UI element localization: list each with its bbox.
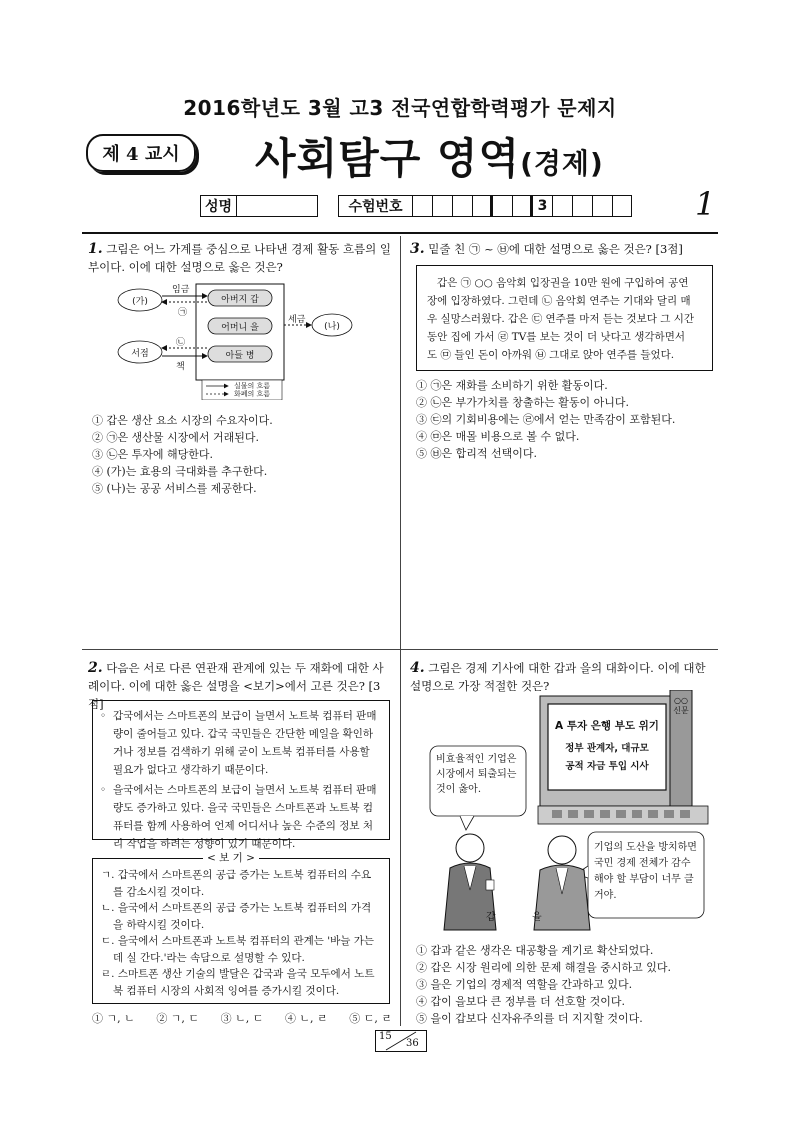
subject-sub: (경제) — [520, 147, 604, 180]
subject-title — [255, 126, 604, 186]
exam-no-cell[interactable] — [612, 195, 632, 217]
bogi-item: ㄷ. 을국에서 스마트폰과 노트북 컴퓨터의 관계는 '바늘 가는 데 실 간다.'라는 속담으로 설명할 수 있다. — [101, 935, 375, 964]
name-label: 성명 — [200, 195, 236, 217]
option[interactable]: ③ ㉢의 기회비용에는 ㉣에서 얻는 만족감이 포함된다. — [416, 413, 676, 426]
option[interactable]: ④ 갑이 을보다 큰 정부를 더 선호할 것이다. — [416, 995, 625, 1008]
diagram-label-tax: 세금 — [288, 315, 306, 325]
question-stem: 밑줄 친 ㉠ ~ ㉥에 대한 설명으로 옳은 것은? [3점] — [428, 242, 683, 256]
option[interactable]: ④ ㉤은 매몰 비용으로 볼 수 없다. — [416, 430, 580, 443]
footer-total: 36 — [406, 1038, 419, 1049]
diagram-node-mother: 어머니 을 — [221, 323, 259, 333]
exam-no-cell[interactable] — [552, 195, 572, 217]
diagram-node-na: (나) — [324, 322, 340, 332]
question-number: 3. — [410, 241, 425, 257]
speech-bubble-eul: 기업의 도산을 방치하면 국민 경제 전체가 감수해야 할 부담이 너무 클 거야. — [594, 842, 697, 901]
q4-cartoon — [420, 690, 716, 942]
question-number: 4. — [410, 660, 425, 676]
option[interactable]: ⑤ (나)는 공공 서비스를 제공한다. — [92, 482, 257, 495]
option[interactable]: ⑤ ㄷ, ㄹ — [349, 1012, 392, 1025]
exam-no-cell-fixed: 3 — [532, 195, 552, 217]
option[interactable]: ② 갑은 시장 원리에 의한 문제 해결을 중시하고 있다. — [416, 961, 671, 974]
speech-bubble-gap: 비효율적인 기업은 시장에서 퇴출되는 것이 옳아. — [436, 754, 517, 795]
option[interactable]: ② ㉡은 부가가치를 창출하는 활동이 아니다. — [416, 396, 629, 409]
exam-no-cell[interactable] — [512, 195, 532, 217]
question-number: 2. — [88, 660, 103, 676]
exam-no-cell[interactable] — [592, 195, 612, 217]
option[interactable]: ② ㄱ, ㄷ — [156, 1012, 200, 1025]
q1-options — [92, 412, 392, 497]
period-badge: 제 4 교시 — [86, 134, 196, 172]
column-divider — [400, 236, 401, 1026]
case-b: ◦ 을국에서는 스마트폰의 보급이 늘면서 노트북 컴퓨터 판매량도 증가하고 있다. 을국 국민들은 스마트폰과 노트북 컴퓨터를 함께 사용하여 언제 어디서나 높은 수준의 정보 처리 작업을 하려는 성향이 있기 때문이다. — [100, 784, 377, 850]
question-1 — [88, 240, 393, 276]
bogi-item: ㄹ. 스마트폰 생산 기술의 발달은 갑국과 을국 모두에서 노트북 컴퓨터 시장의 사회적 잉여를 증가시킬 것이다. — [101, 968, 375, 997]
case-a: ◦ 갑국에서는 스마트폰의 보급이 늘면서 노트북 컴퓨터 판매량이 줄어들고 있다. 갑국 국민들은 간단한 메일을 확인하거나 정보를 검색하기 위해 굳이 노트북 컴퓨터를 사용할 필요가 없다고 생각하기 때문이다. — [100, 710, 377, 776]
option[interactable]: ① 갑은 생산 요소 시장의 수요자이다. — [92, 414, 273, 427]
name-field[interactable] — [236, 195, 318, 217]
option[interactable]: ⑤ 을이 갑보다 신자유주의를 더 지지할 것이다. — [416, 1012, 643, 1025]
bogi-item: ㄱ. 갑국에서 스마트폰의 공급 증가는 노트북 컴퓨터의 수요를 감소시킬 것이다. — [101, 869, 372, 898]
tv-line-3: 공적 자금 투입 시사 — [565, 761, 649, 772]
tv-brand: ○○신문 — [673, 696, 689, 715]
diagram-node-ga: (가) — [132, 297, 148, 307]
diagram-label-mark-a: ㉠ — [178, 308, 188, 318]
label-eul: 을 — [532, 912, 542, 923]
bogi-item: ㄴ. 을국에서 스마트폰의 공급 증가는 노트북 컴퓨터의 가격을 하락시킬 것이다. — [101, 902, 372, 931]
exam-no-label: 수험번호 — [338, 195, 412, 217]
tv-headline: A 투자 은행 부도 위기 — [555, 720, 659, 732]
passage-line: 장에 입장하였다. 그런데 ㉡ 음악회 연주는 기대와 달리 매 — [427, 295, 691, 307]
passage-line: 갑은 ㉠ ○○ 음악회 입장권을 10만 원에 구입하여 공연 — [437, 277, 689, 289]
option[interactable]: ④ (가)는 효용의 극대화를 추구한다. — [92, 465, 268, 478]
legend-money: 화폐의 흐름 — [234, 390, 271, 398]
q3-passage — [416, 265, 713, 371]
option[interactable]: ④ ㄴ, ㄹ — [284, 1012, 328, 1025]
q2-bogi — [92, 852, 390, 1004]
q3-options — [416, 377, 716, 462]
header-rule — [82, 232, 718, 234]
exam-no-cell[interactable] — [472, 195, 492, 217]
option[interactable]: ① 갑과 같은 생각은 대공황을 계기로 확산되었다. — [416, 944, 654, 957]
passage-line: 도 ㉤ 들인 돈이 아까워 ㉥ 그대로 앉아 연주를 들었다. — [427, 349, 675, 361]
footer-page-indicator — [375, 1030, 427, 1052]
option[interactable]: ③ ㄴ, ㄷ — [220, 1012, 264, 1025]
bogi-title: < 보 기 > — [203, 850, 259, 867]
page-number: 1 — [695, 185, 716, 223]
exam-no-cell[interactable] — [432, 195, 452, 217]
question-number: 1. — [88, 241, 103, 257]
legend-real: 실물의 흐름 — [234, 382, 271, 390]
q1-flow-diagram — [110, 278, 380, 400]
passage-line: 우 실망스러웠다. 갑은 ㉢ 연주를 마저 듣는 것보다 그 시간 — [427, 313, 695, 325]
student-info-row — [200, 195, 632, 219]
exam-no-cell[interactable] — [492, 195, 512, 217]
option[interactable]: ③ ㉡은 투자에 해당한다. — [92, 448, 213, 461]
diagram-node-bookstore: 서점 — [131, 349, 149, 359]
question-stem: 그림은 어느 가계를 중심으로 나타낸 경제 활동 흐름의 일부이다. 이에 대한 설명으로 옳은 것은? — [88, 242, 392, 274]
option[interactable]: ⑤ ㉥은 합리적 선택이다. — [416, 447, 537, 460]
diagram-label-wage: 임금 — [172, 285, 190, 295]
diagram-label-mark-b: ㉡ — [176, 338, 186, 348]
exam-title: 2016학년도 3월 고3 전국연합학력평가 문제지 — [183, 96, 617, 120]
diagram-node-son: 아들 병 — [225, 351, 255, 361]
option[interactable]: ③ 을은 기업의 경제적 역할을 간과하고 있다. — [416, 978, 633, 991]
option[interactable]: ① ㉠은 재화를 소비하기 위한 활동이다. — [416, 379, 608, 392]
footer-page: 15 — [379, 1031, 392, 1042]
q4-options — [416, 942, 716, 1027]
q2-cases — [92, 700, 390, 850]
q2-options — [92, 1010, 392, 1027]
option[interactable]: ① ㄱ, ㄴ — [92, 1012, 135, 1025]
tv-line-2: 정부 관계자, 대규모 — [565, 743, 649, 754]
label-gap: 갑 — [486, 912, 496, 923]
passage-line: 동안 집에 가서 ㉣ TV를 보는 것이 더 낫다고 생각하면서 — [427, 331, 685, 343]
exam-no-cell[interactable] — [412, 195, 432, 217]
exam-no-cell[interactable] — [572, 195, 592, 217]
exam-no-cell[interactable] — [452, 195, 472, 217]
question-3 — [410, 240, 715, 258]
diagram-node-father: 아버지 갑 — [221, 295, 259, 305]
question-stem: 그림은 경제 기사에 대한 갑과 을의 대화이다. 이에 대한 설명으로 가장 적절한 것은? — [410, 661, 706, 693]
diagram-label-book: 책 — [176, 362, 185, 372]
row-divider — [82, 649, 718, 650]
question-stem: 다음은 서로 다른 연관재 관계에 있는 두 재화에 대한 사례이다. 이에 대한 옳은 설명을 <보기>에서 고른 것은? [3점] — [88, 661, 384, 711]
option[interactable]: ② ㉠은 생산물 시장에서 거래된다. — [92, 431, 259, 444]
subject-name: 사회탐구 영역 — [255, 134, 521, 183]
